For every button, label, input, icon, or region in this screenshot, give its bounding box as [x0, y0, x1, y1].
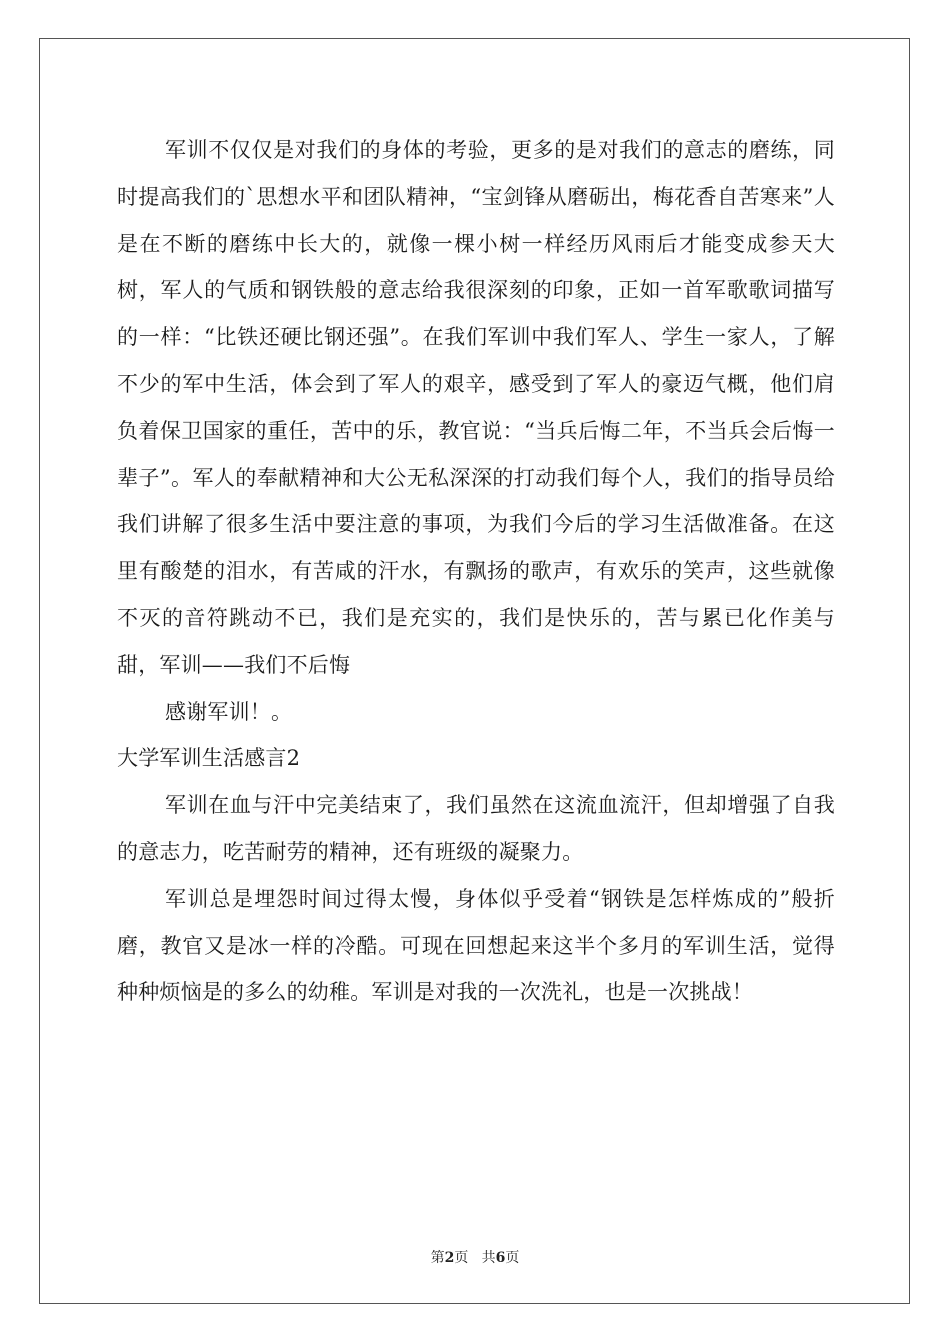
paragraph-1: 军训不仅仅是对我们的身体的考验，更多的是对我们的意志的磨练，同时提高我们的`思想水平和团队精神，“宝剑锋从磨砺出，梅花香自苦寒来”人是在不断的磨练中长大的，就像一棵小树一样经历风雨后才能变成参天大树，军人的气质和钢铁般的意志给我很深刻的印象，正如一首军歌歌词描写的一样：“比铁还硬比钢还强”。在我们军训中我们军人、学生一家人，了解不少的军中生活，体会到了军人的艰辛，感受到了军人的豪迈气概，他们肩负着保卫国家的重任，苦中的乐，教官说：“当兵后悔二年，不当兵会后悔一辈子”。军人的奉献精神和大公无私深深的打动我们每个人，我们的指导员给我们讲解了很多生活中要注意的事项，为我们今后的学习生活做准备。在这里有酸楚的泪水，有苦咸的汗水，有飘扬的歌声，有欢乐的笑声，这些就像不灭的音符跳动不已，我们是充实的，我们是快乐的，苦与累已化作美与甜，军训——我们不后悔: [117, 138, 835, 677]
page-prefix: 第: [430, 1250, 445, 1266]
paragraph-4: 军训总是埋怨时间过得太慢，身体似乎受着“钢铁是怎样炼成的”般折磨，教官又是冰一样的冷酷。可现在回想起来这半个多月的军训生活，觉得种种烦恼是的多么的幼稚。军训是对我的一次洗礼，也是一次挑战！: [117, 886, 835, 1005]
page-suffix: 页: [454, 1250, 469, 1266]
total-prefix: 共: [481, 1250, 496, 1266]
total-pages: 6: [495, 1250, 506, 1266]
document-body: [117, 127, 835, 1016]
page-number: 2: [444, 1250, 455, 1266]
page-footer: [0, 1247, 950, 1267]
section-heading: 大学军训生活感言2: [117, 746, 301, 771]
paragraph-3: 军训在血与汗中完美结束了，我们虽然在这流血流汗，但却增强了自我的意志力，吃苦耐劳的精神，还有班级的凝聚力。: [117, 793, 835, 864]
total-suffix: 页: [505, 1250, 520, 1266]
paragraph-2: 感谢军训！。: [165, 699, 293, 724]
